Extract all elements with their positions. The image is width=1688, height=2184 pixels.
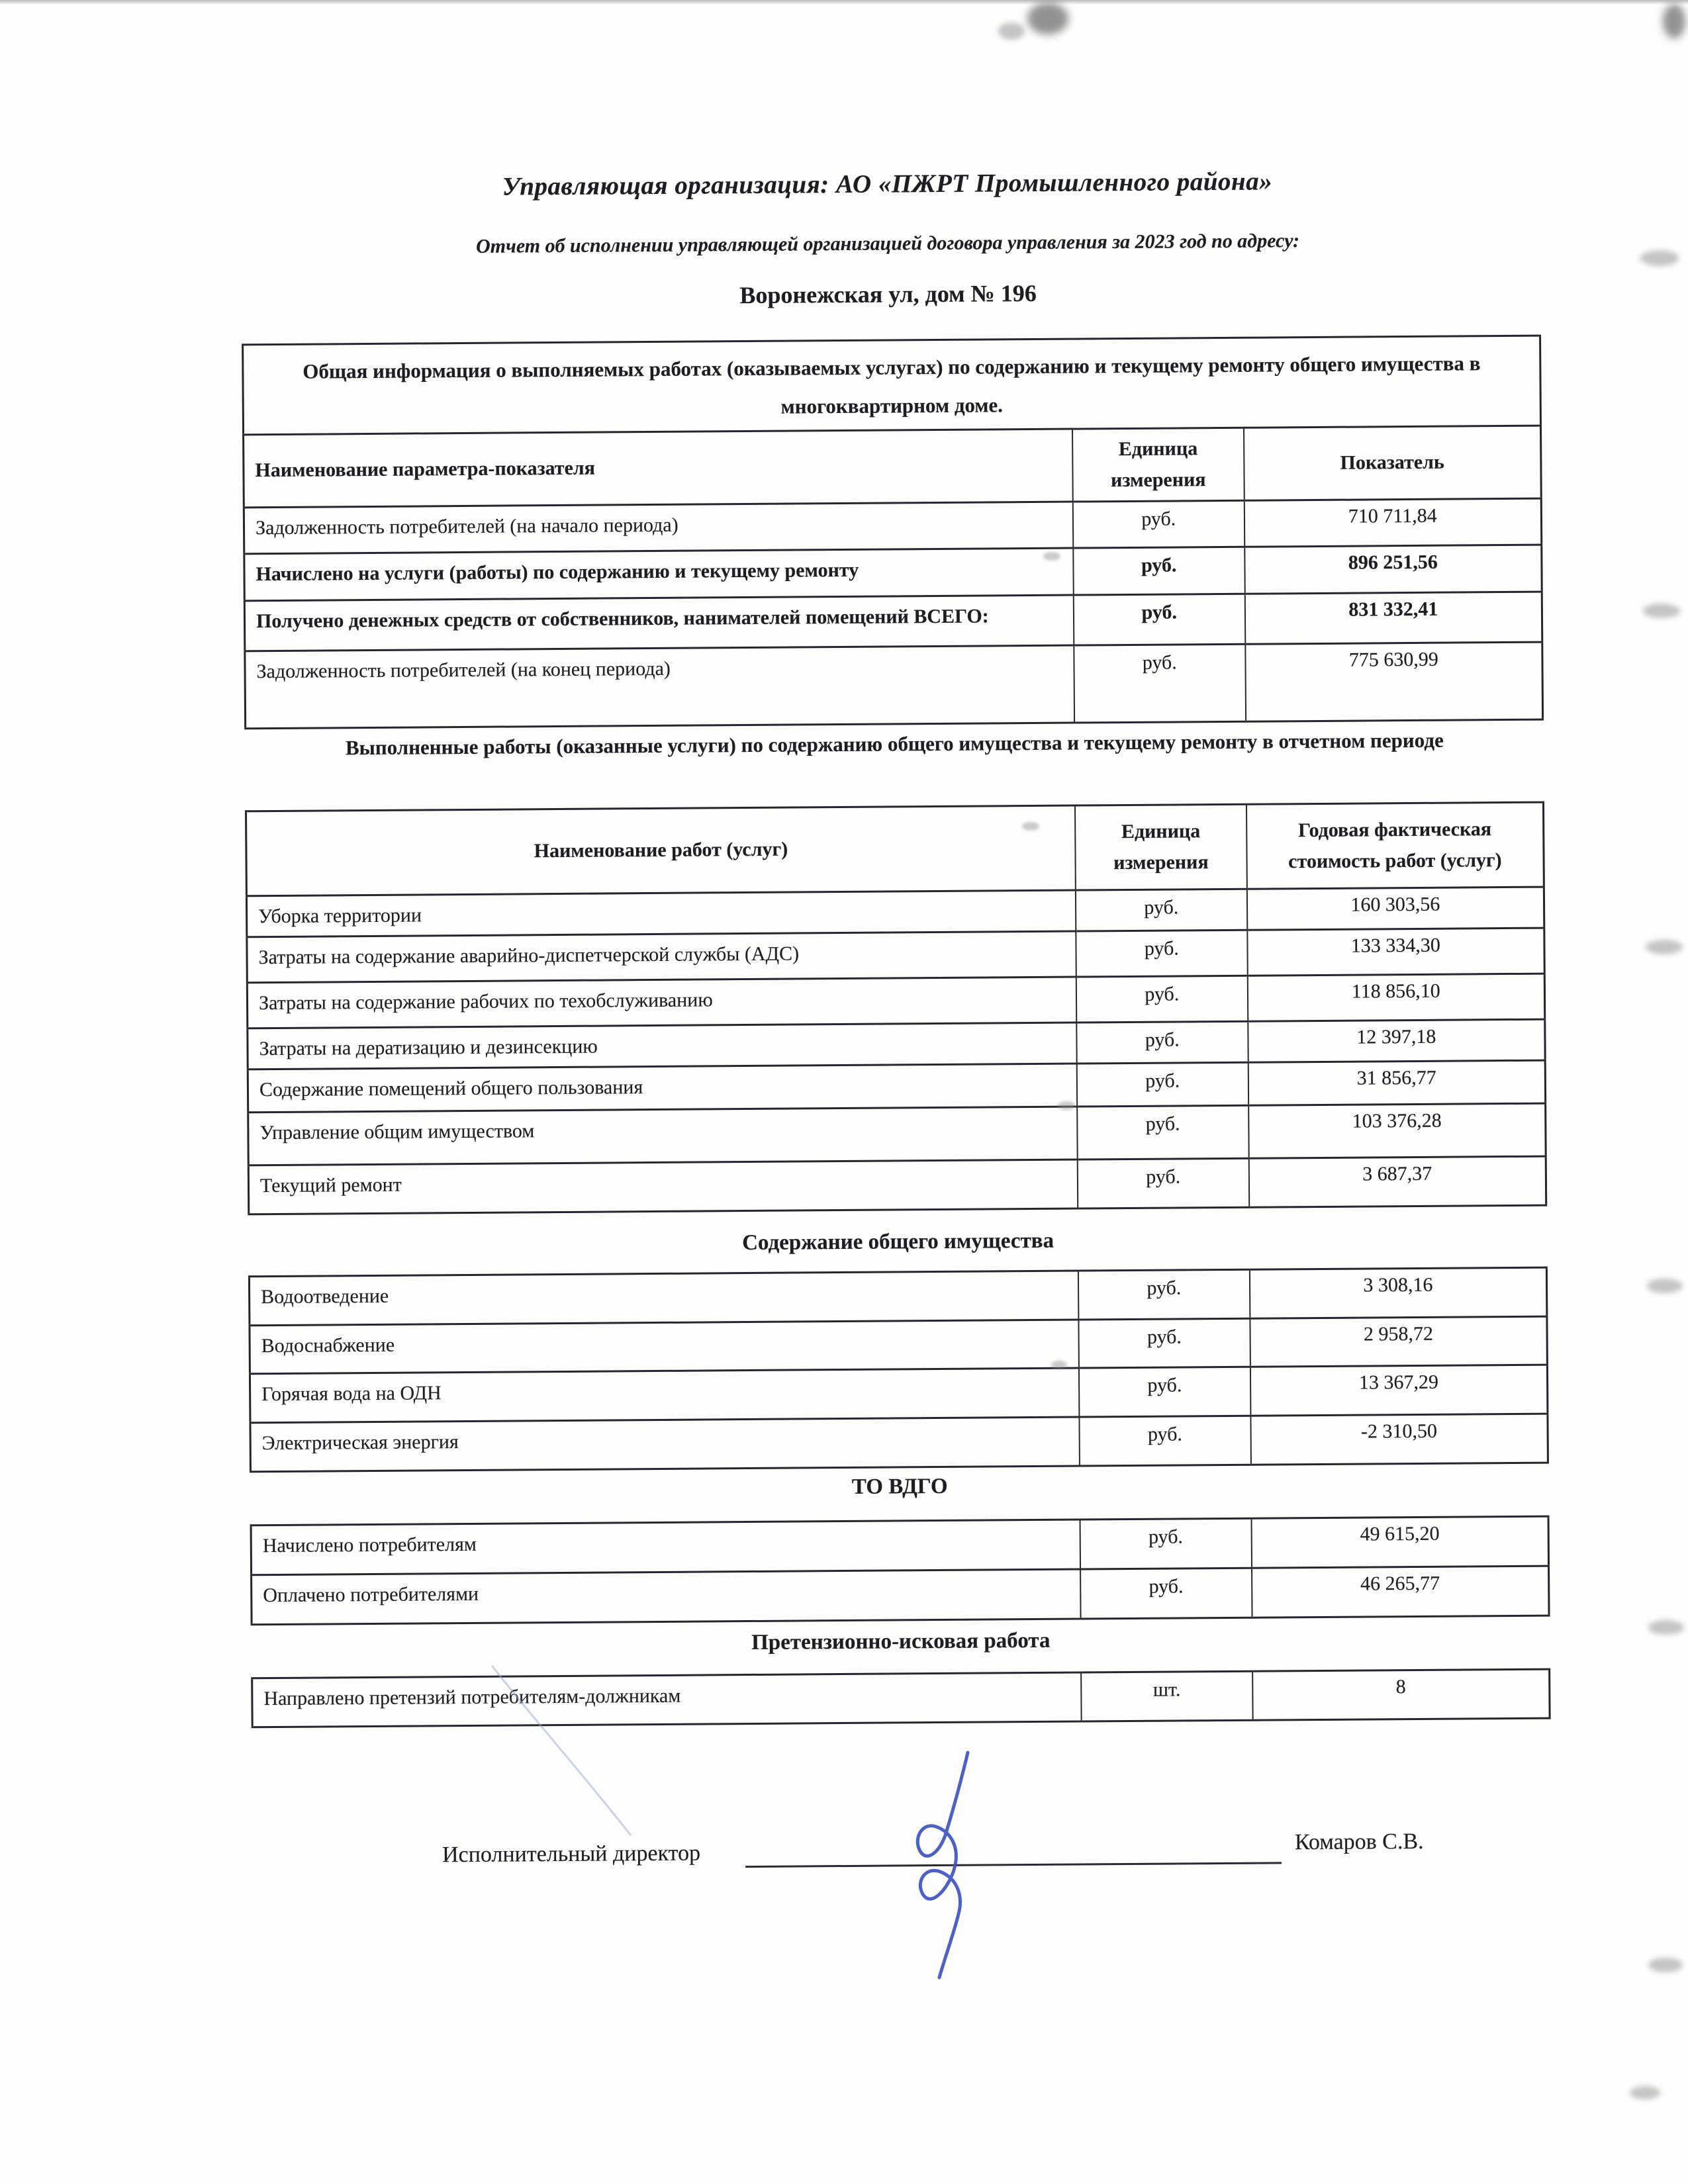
general-table-caption: Общая информация о выполняемых работах (оказываемых услугах) по содержанию и текущему ремонту общего имущества в многоквартирном доме.: [243, 336, 1541, 435]
unit-cell: руб.: [1079, 1367, 1250, 1417]
vdgo-table: [250, 1516, 1550, 1626]
works-section-heading: Выполненные работы (оказанные услуги) по содержанию общего имущества и текущему ремонту в отчетном периоде: [345, 728, 1444, 760]
unit-cell: руб.: [1074, 594, 1245, 645]
value-cell: 3 687,37: [1248, 1156, 1546, 1207]
col-header-unit: Единица измерения: [1075, 804, 1247, 890]
work-name-cell: Управление общим имуществом: [248, 1107, 1078, 1165]
unit-cell: руб.: [1077, 1062, 1248, 1107]
vdgo-name-cell: Оплачено потребителями: [252, 1569, 1081, 1625]
unit-cell: руб.: [1080, 1568, 1252, 1619]
maintenance-section-heading: Содержание общего имущества: [741, 1228, 1055, 1255]
value-cell: 775 630,99: [1245, 642, 1543, 721]
page-title: Управляющая организация: АО «ПЖРТ Промышленного района»: [502, 167, 1273, 201]
col-header-work-name: Наименование работ (услуг): [246, 805, 1076, 896]
col-header-indicator: Показатель: [1244, 426, 1542, 500]
table-row: [248, 1103, 1546, 1165]
service-name-cell: Электрическая энергия: [250, 1417, 1080, 1472]
table-row: [250, 1316, 1547, 1374]
signature-label: Исполнительный директор: [442, 1841, 701, 1868]
work-name-cell: Затраты на дератизацию и дезинсекцию: [248, 1023, 1077, 1069]
value-cell: 710 711,84: [1244, 498, 1541, 547]
signature-line: [745, 1841, 1282, 1868]
claims-name-cell: Направлено претензий потребителям-должникам: [252, 1672, 1082, 1727]
value-cell: 103 376,28: [1248, 1103, 1546, 1158]
value-cell: 133 334,30: [1247, 928, 1544, 976]
vdgo-section-heading: ТО ВДГО: [851, 1474, 948, 1499]
value-cell: 3 308,16: [1250, 1267, 1547, 1318]
work-name-cell: Текущий ремонт: [248, 1160, 1078, 1214]
unit-cell: руб.: [1079, 1416, 1250, 1466]
unit-cell: руб.: [1073, 547, 1244, 595]
unit-cell: руб.: [1076, 889, 1247, 931]
col-header-annual-cost: Годовая фактическая стоимость работ (услуг): [1246, 802, 1544, 889]
table-row: [251, 1516, 1548, 1575]
param-name-cell: Получено денежных средств от собственников, нанимателей помещений ВСЕГО:: [244, 595, 1074, 651]
value-cell: 831 332,41: [1244, 592, 1542, 644]
value-cell: 2 958,72: [1250, 1316, 1547, 1367]
table-row: [250, 1414, 1548, 1472]
unit-cell: руб.: [1074, 644, 1246, 723]
report-subtitle: Отчет об исполнении управляющей организацией договора управления за 2023 год по адресу:: [475, 230, 1300, 257]
unit-cell: руб.: [1076, 930, 1247, 977]
unit-cell: руб.: [1077, 1105, 1248, 1160]
work-name-cell: Уборка территории: [246, 890, 1076, 937]
value-cell: -2 310,50: [1250, 1414, 1548, 1465]
claims-table: [251, 1668, 1550, 1729]
value-cell: 49 615,20: [1251, 1516, 1548, 1568]
table-row: [244, 545, 1542, 601]
table-row: [252, 1669, 1550, 1727]
param-name-cell: Задолженность потребителей (на конец периода): [245, 645, 1074, 729]
value-cell: 13 367,29: [1250, 1365, 1548, 1416]
unit-cell: руб.: [1076, 976, 1248, 1023]
table-header-row: [246, 802, 1544, 896]
works-table: [245, 801, 1547, 1216]
param-name-cell: Задолженность потребителей (на начало периода): [244, 502, 1073, 554]
param-name-cell: Начислено на услуги (работы) по содержанию и текущему ремонту: [244, 548, 1074, 601]
value-cell: 160 303,56: [1247, 887, 1544, 930]
table-header-row: [244, 426, 1542, 508]
unit-cell: руб.: [1078, 1318, 1250, 1368]
value-cell: 118 856,10: [1247, 974, 1544, 1021]
work-name-cell: Содержание помещений общего пользования: [248, 1064, 1077, 1113]
table-row: [250, 1365, 1547, 1423]
service-name-cell: Горячая вода на ОДН: [250, 1368, 1079, 1423]
table-row: [252, 1566, 1549, 1625]
table-row: [244, 592, 1542, 651]
unit-cell: руб.: [1080, 1518, 1251, 1569]
col-header-unit: Единица измерения: [1072, 428, 1244, 502]
table-caption-row: [243, 336, 1541, 435]
work-name-cell: Затраты на содержание рабочих по техобслуживанию: [247, 977, 1076, 1028]
unit-cell: руб.: [1078, 1158, 1249, 1208]
table-row: [248, 1156, 1546, 1214]
service-name-cell: Водоотведение: [249, 1271, 1078, 1326]
unit-cell: руб.: [1076, 1021, 1248, 1064]
work-name-cell: Затраты на содержание аварийно-диспетчерской службы (АДС): [247, 931, 1076, 983]
maintenance-table: [248, 1267, 1549, 1473]
col-header-parameter: Наименование параметра-показателя: [244, 429, 1073, 508]
value-cell: 12 397,18: [1248, 1019, 1545, 1062]
unit-cell: шт.: [1081, 1671, 1252, 1721]
general-info-table: [242, 335, 1544, 730]
vdgo-name-cell: Начислено потребителям: [251, 1520, 1080, 1575]
service-name-cell: Водоснабжение: [250, 1320, 1079, 1374]
claims-section-heading: Претензионно-исковая работа: [751, 1628, 1051, 1655]
address-line: Воронежская ул, дом № 196: [739, 279, 1037, 309]
value-cell: 896 251,56: [1244, 545, 1542, 594]
unit-cell: руб.: [1078, 1269, 1250, 1320]
value-cell: 46 265,77: [1252, 1566, 1549, 1617]
table-row: [245, 642, 1543, 729]
value-cell: 8: [1252, 1669, 1550, 1720]
unit-cell: руб.: [1073, 500, 1244, 548]
executive-name: Комаров С.В.: [1294, 1829, 1424, 1855]
value-cell: 31 856,77: [1248, 1060, 1545, 1105]
table-row: [249, 1267, 1546, 1326]
